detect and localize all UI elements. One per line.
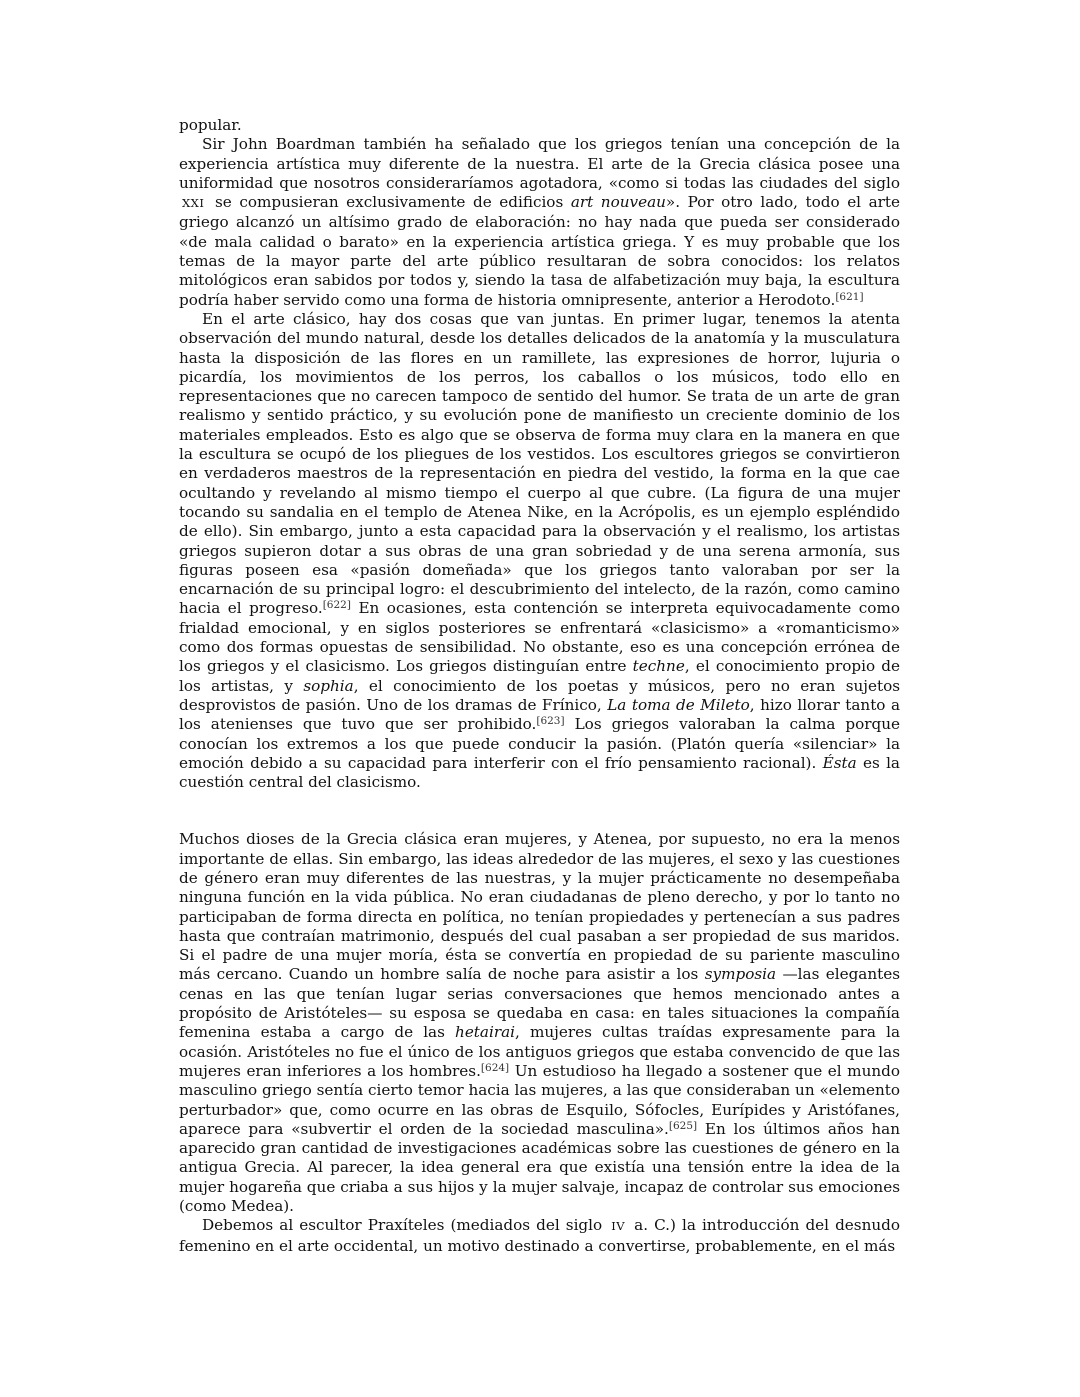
text-run: Debemos al escultor Praxíteles (mediados del siglo — [202, 1216, 603, 1235]
text-run: En ocasiones, esta contención se interpreta equivocadamente como frialdad emocional, y en siglos posteriores se enfrentará «clasicismo» a «romanticismo» como dos formas opuestas de sensibilidad. No obstante, eso es una concepción errónea de los griegos y el clasicismo. Los griegos distinguían entre — [179, 599, 900, 676]
italic-term: sophia — [303, 676, 354, 695]
paragraph-arte-clasico — [179, 310, 900, 792]
footnote-ref-623[interactable]: [623] — [536, 715, 565, 728]
italic-term: techne — [632, 657, 685, 676]
text-run: es la cuestión central del clasicismo. — [179, 753, 900, 792]
text-run: —las elegantes cenas en las que tenían lugar serias conversaciones que hemos mencionado antes a propósito de Aristóteles— su esposa se quedaba en casa: en tales situaciones la compañía femenina estaba a cargo de las — [179, 965, 901, 1042]
italic-term: symposia — [704, 965, 777, 984]
footnote-ref-625[interactable]: [625] — [668, 1119, 698, 1132]
century-numeral: IV — [611, 1219, 626, 1234]
section-break — [179, 792, 900, 830]
century-numeral: XXI — [182, 196, 205, 211]
text-run: se compusieran exclusivamente de edificios — [214, 193, 564, 212]
text-run: , mujeres cultas traídas expresamente para la ocasión. Aristóteles no fue el único de los antiguos griegos que estaba convencido de que las mujeres eran inferiores a los hombres. — [179, 1023, 900, 1080]
text-run: En el arte clásico, hay dos cosas que van juntas. En primer lugar, tenemos la atenta observación del mundo natural, desde los detalles delicados de la anatomía y la musculatura hasta la disposición de las flores en un ramillete, las expresiones de horror, lujuria o picardía, los movimientos de los perros, los caballos o los músicos, todo ello en representaciones que no carecen tampoco de sentido del humor. Se trata de un arte de gran realismo y sentido práctico, y su evolución pone de manifiesto un creciente dominio de los materiales empleados. Esto es algo que se observa de forma muy clara en la manera en que la escultura se ocupó de los pliegues de los vestidos. Los escultores griegos se convirtieron en verdaderos maestros de la representación en piedra del vestido, la forma en la que cae ocultando y revelando al mismo tiempo el cuerpo al que cubre. (La figura de una mujer tocando su sandalia en el templo de Atenea Nike, en la Acrópolis, es un ejemplo espléndido de ello). Sin embargo, junto a esta capacidad para la observación y el realismo, los artistas griegos supieron dotar a sus obras de una gran sobriedad y de una serena armonía, sus figuras poseen esa «pasión domeñada» que los griegos tanto valoraban por ser la encarnación de su principal logro: el descubrimiento del intelecto, de la razón, como camino hacia el progreso. — [179, 309, 900, 618]
text-run: ». Por otro lado, todo el arte griego alcanzó un altísimo grado de elaboración: no hay nada que pueda ser considerado «de mala calidad o barato» en la experiencia artística griega. Y es muy probable que los temas de la mayor parte del arte público resultaran de sobra conocidos: los relatos mitológicos eran sabidos por todos y, siendo la tasa de alfabetización muy baja, la escultura podría haber servido como una forma de historia omnipresente, anterior a Herodoto. — [179, 193, 901, 309]
paragraph-mujeres — [179, 830, 900, 1216]
italic-term: hetairai — [455, 1023, 515, 1042]
text-run: Un estudioso ha llegado a sostener que el mundo masculino griego sentía cierto temor hacia las mujeres, a las que consideraban un «elemento perturbador» que, como ocurre en las obras de Esquilo, Sófocles, Eurípides y Aristófanes, aparece para «subvertir el orden de la sociedad masculina». — [179, 1061, 900, 1138]
text-run: , hizo llorar tanto a los atenienses que tuvo que ser prohibido. — [179, 695, 900, 734]
footnote-ref-622[interactable]: [622] — [322, 599, 351, 612]
text-run: popular. — [179, 116, 242, 134]
italic-term: art nouveau — [570, 193, 666, 212]
text-run: , el conocimiento de los poetas y músicos, pero no eran sujetos desprovistos de pasión. Uno de los dramas de Frínico, — [179, 676, 901, 714]
footnote-ref-624[interactable]: [624] — [480, 1061, 510, 1074]
paragraph-boardman — [179, 135, 900, 310]
text-run: , el conocimiento propio de los artistas, y — [179, 657, 900, 695]
book-page — [179, 116, 900, 1256]
italic-term: Ésta — [822, 753, 857, 772]
footnote-ref-621[interactable]: [621] — [835, 290, 864, 303]
paragraph-praxiteles — [179, 1216, 900, 1256]
paragraph-continuation — [179, 116, 900, 135]
italic-title: La toma de Mileto — [607, 695, 750, 714]
text-run: a. C.) la introducción del desnudo femenino en el arte occidental, un motivo destinado a convertirse, probablemente, en el más — [179, 1216, 901, 1255]
text-run: Sir John Boardman también ha señalado que los griegos tenían una concepción de la experiencia artística muy diferente de la nuestra. El arte de la Grecia clásica posee una uniformidad que nosotros consideraríamos agotadora, «como si todas las ciudades del siglo — [179, 135, 900, 192]
text-run: En los últimos años han aparecido gran cantidad de investigaciones académicas sobre las cuestiones de género en la antigua Grecia. Al parecer, la idea general era que existía una tensión entre la idea de la mujer hogareña que criaba a sus hijos y la mujer salvaje, incapaz de controlar sus emociones (como Medea). — [179, 1119, 900, 1216]
text-run: Los griegos valoraban la calma porque conocían los extremos a los que puede conducir la pasión. (Platón quería «silenciar» la emoción debido a su capacidad para interferir con el frío pensamiento racional). — [179, 715, 901, 772]
text-run: Muchos dioses de la Grecia clásica eran mujeres, y Atenea, por supuesto, no era la menos importante de ellas. Sin embargo, las ideas alrededor de las mujeres, el sexo y las cuestiones de género eran muy diferentes de las nuestras, y la mujer prácticamente no desempeñaba ninguna función en la vida pública. No eran ciudadanas de pleno derecho, y por lo tanto no participaban de forma directa en política, no tenían propiedades y pertenecían a sus padres hasta que contraían matrimonio, después del cual pasaban a ser propiedad de sus maridos. Si el padre de una mujer moría, ésta se convertía en propiedad de su pariente masculino más cercano. Cuando un hombre salía de noche para asistir a los — [179, 830, 900, 984]
